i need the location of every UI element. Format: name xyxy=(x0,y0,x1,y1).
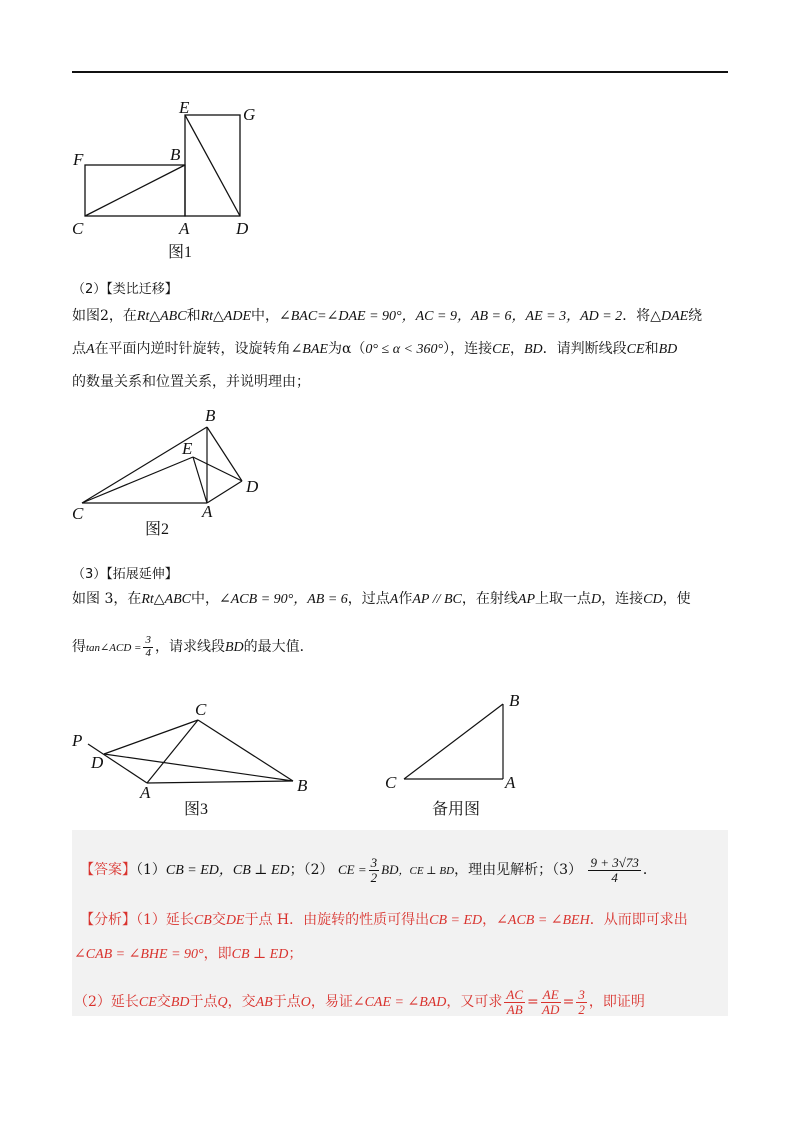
analysis-l3-e-text: 于点 xyxy=(272,994,301,1011)
analysis-l3-f1d-text: AB xyxy=(506,1001,523,1017)
answer-line xyxy=(80,856,657,884)
analysis-l3-Q-text: Q xyxy=(217,995,228,1011)
part3-line1-g-text: ，使 xyxy=(662,591,691,607)
segment-cb xyxy=(404,704,503,779)
part3-line1-d-text: ，在射线 xyxy=(461,591,518,607)
part3-line1-rt-text: Rt△ABC xyxy=(141,592,192,607)
part2-line2-b-text: 在平面内逆时针旋转，设旋转角 xyxy=(94,341,291,357)
figure-2 xyxy=(60,400,280,540)
analysis-line3: （2）延长CE交BD于点Q，交AB于点O，易证∠CAE = ∠BAD，又可求 $\frac{AC}{AB}$ = $\frac{AE}{AD}$ = $\frac{3}{2}$ ，即证明 xyxy=(74,987,645,1017)
part2-line1-ac-text: ，AC = 9 xyxy=(401,309,457,324)
part2-line2-d-text: ），连接 xyxy=(443,341,493,357)
answer-tag: 【答案】 xyxy=(80,862,136,879)
fig3-label-c: C xyxy=(195,700,207,719)
answer-p2-perp-text: ，CE ⊥ BD xyxy=(398,865,455,878)
analysis-l2-eq-text: ∠CAB = ∠BHE = 90° xyxy=(74,947,204,962)
segment-ad xyxy=(207,481,242,503)
part2-line2-comma-text: ， xyxy=(510,341,524,357)
answer-p2-num-text: 3 xyxy=(370,855,378,870)
analysis-l3-f-text: ，易证 xyxy=(310,994,353,1011)
segment-cb xyxy=(198,720,293,781)
part2-line2-A-text: A xyxy=(86,342,95,357)
header-rule xyxy=(72,71,728,73)
part2-line1-and-text: 和 xyxy=(186,308,201,324)
analysis-l2-b-text: ； xyxy=(288,946,303,962)
part2-line1 xyxy=(72,309,702,324)
part3-line1-c-text: 作 xyxy=(398,591,413,607)
part2-line1-ab-text: ，AB = 6 xyxy=(456,309,512,324)
analysis-l1-c-text: 于点 H．由旋转的性质可得出 xyxy=(244,912,430,928)
part3-line1-zhong-text: 中， xyxy=(191,591,220,607)
fig3-label-d: D xyxy=(91,753,104,772)
part3-line1-cd-text: CD xyxy=(643,592,663,607)
analysis-l3-eq-text: ∠CAE = ∠BAD xyxy=(352,995,447,1011)
part3-line1-par-text: AP // BC xyxy=(412,592,462,607)
part2-line2-c-text: 为α（ xyxy=(327,341,366,357)
part2-line2-a-text: 点 xyxy=(72,341,86,357)
part2-line1-ad-text: ，AD = 2 xyxy=(566,309,623,324)
spare-label-a: A xyxy=(505,773,516,792)
answer-p1-math-text: CB = ED，CB ⊥ ED xyxy=(165,863,290,879)
answer-p3-end-text: ． xyxy=(642,862,657,879)
part2-line1-zhong-text: 中， xyxy=(251,308,279,324)
fig2-label-e: E xyxy=(182,439,193,458)
fraction xyxy=(143,635,153,659)
spare-label-b: B xyxy=(509,691,520,710)
part3-line1-a-text: 如图 3，在 xyxy=(72,591,142,607)
part2-line1-tri-text: △DAE xyxy=(650,309,689,324)
fraction xyxy=(576,988,587,1016)
analysis-l3-f2n-text: AE xyxy=(542,987,559,1002)
analysis-l1-d-text: ， xyxy=(482,912,497,928)
part2-line1-rt1-text: Rt△ABC xyxy=(136,309,187,324)
analysis-l3-f3n-text: 3 xyxy=(578,987,585,1002)
part3-line2-b-text: ，请求线段 xyxy=(154,639,225,656)
analysis-line2 xyxy=(74,947,302,962)
part2-line2-ce-text: CE xyxy=(492,342,510,357)
part2-line2-range-text: 0° ≤ α < 360° xyxy=(365,342,444,357)
part2-line1-end-text: ．将 xyxy=(622,308,651,324)
part2-heading: （2）【类比迁移】 xyxy=(72,282,178,297)
part2-line2-angle-text: ∠BAE xyxy=(290,342,328,357)
fig3-label-b: B xyxy=(297,776,308,795)
analysis-l3-ab-text: AB xyxy=(255,995,273,1011)
answer-p1-end-text: ；（2） xyxy=(289,862,334,879)
fig2-caption: 图2 xyxy=(145,521,170,538)
fig3-label-a: A xyxy=(140,783,151,802)
segment-ea xyxy=(193,457,207,503)
figure-spare xyxy=(380,690,540,825)
part3-line2-tan-text: tan∠ACD = xyxy=(86,642,142,655)
part2-line1-rao-text: 绕 xyxy=(688,308,703,324)
analysis-l3-h-text: ，即证明 xyxy=(588,994,645,1011)
figure-1 xyxy=(60,95,280,265)
part3-line1-b-text: ，过点 xyxy=(347,591,390,607)
fig1-label-f: F xyxy=(73,150,84,169)
fraction xyxy=(588,856,640,884)
answer-p2-end-text: ，理由见解析；（3） xyxy=(454,862,582,879)
part3-line1-f-text: ，连接 xyxy=(601,591,644,607)
analysis-l3-f2d-text: AD xyxy=(542,1001,560,1017)
part3-line1-ap-text: AP xyxy=(517,592,535,607)
segment-ce xyxy=(82,457,193,503)
part2-line1-angles-text: ∠BAC=∠DAE = 90° xyxy=(279,309,402,324)
fig2-label-d: D xyxy=(246,477,259,496)
answer-p3-num-text: 9 + 3√73 xyxy=(590,855,639,870)
segment-ed xyxy=(185,115,240,216)
part3-line1-A-text: A xyxy=(389,592,399,607)
part2-line2-bd-text: BD xyxy=(524,342,543,357)
analysis-l3-f1n-text: AC xyxy=(506,987,524,1002)
figure-3 xyxy=(62,695,322,825)
segment-cb xyxy=(85,165,185,216)
part3-line1 xyxy=(72,592,691,607)
part2-line2-he-text: 和 xyxy=(644,341,659,357)
fig3-label-p: P xyxy=(72,731,83,750)
fig2-label-b: B xyxy=(205,406,216,425)
analysis-l1-e-text: ．从而即可求出 xyxy=(589,912,688,928)
fig1-label-b: B xyxy=(170,145,181,164)
answer-p1-text: （1） xyxy=(136,862,166,879)
answer-p2-rhs-text: BD xyxy=(381,862,399,878)
fig1-caption: 图1 xyxy=(168,244,193,261)
analysis-l3-a-text: （2）延长 xyxy=(74,994,139,1011)
part2-line3: 的数量关系和位置关系，并说明理由； xyxy=(72,374,310,390)
part3-line2-c-text: 的最大值． xyxy=(243,639,314,656)
analysis-l2-a-text: ，即 xyxy=(203,946,232,962)
part3-line2-bd-text: BD xyxy=(224,640,244,656)
part2-line2-bd2-text: BD xyxy=(658,342,678,357)
part2-line1-ae-text: ，AE = 3 xyxy=(511,309,567,324)
fraction xyxy=(504,988,525,1016)
analysis-l3-b-text: 交 xyxy=(156,994,171,1011)
part3-line2 xyxy=(72,635,314,659)
analysis-l1-de-text: DE xyxy=(225,913,245,928)
analysis-l3-ce-text: CE xyxy=(138,995,157,1011)
analysis-l1-eq2-text: ∠ACB = ∠BEH xyxy=(496,913,590,928)
part2-line2 xyxy=(72,342,677,357)
part3-line2-num-text: 3 xyxy=(145,634,151,646)
segment-db xyxy=(104,754,293,781)
analysis-l3-f3d-text: 2 xyxy=(578,1001,585,1017)
fig1-label-c: C xyxy=(72,219,84,238)
part2-line2-ce2-text: CE xyxy=(626,342,645,357)
part3-heading: （3）【拓展延伸】 xyxy=(72,567,178,582)
part3-line2-den-text: 4 xyxy=(145,646,151,659)
fraction xyxy=(369,856,380,884)
analysis-tag: 【分析】 xyxy=(80,912,136,928)
fig1-label-d: D xyxy=(236,219,249,238)
answer-p2-den-text: 2 xyxy=(370,869,378,885)
analysis-l3-d-text: ，交 xyxy=(227,994,256,1011)
fig2-label-c: C xyxy=(72,504,84,523)
analysis-l3-bd-text: BD xyxy=(170,995,190,1011)
analysis-l1-eq1-text: CB = ED xyxy=(429,913,483,928)
analysis-l1-cb-text: CB xyxy=(193,913,212,928)
answer-p3-den-text: 4 xyxy=(611,869,618,885)
fig3-caption: 图3 xyxy=(184,801,209,818)
analysis-l2-perp-text: CB ⊥ ED xyxy=(231,947,289,962)
fig1-label-g: G xyxy=(243,105,256,124)
analysis-l3-c-text: 于点 xyxy=(189,994,218,1011)
part3-line1-e-text: 上取一点 xyxy=(535,591,591,607)
segment-ab xyxy=(147,781,293,783)
part3-line2-a-text: 得 xyxy=(72,639,86,656)
part2-line2-e-text: ．请判断线段 xyxy=(542,341,627,357)
part2-line1-rt2-text: Rt△ADE xyxy=(200,309,251,324)
analysis-l3-g-text: ，又可求 xyxy=(446,994,503,1011)
part3-line1-ab-text: ，AB = 6 xyxy=(293,592,348,607)
part3-line1-D-text: D xyxy=(591,592,602,607)
fig1-label-e: E xyxy=(179,98,190,117)
analysis-l3-O-text: O xyxy=(300,995,311,1011)
part2-line1-a-text: 如图2，在 xyxy=(72,308,137,324)
spare-caption: 备用图 xyxy=(432,801,481,818)
fraction xyxy=(541,988,561,1016)
fig2-label-a: A xyxy=(202,502,213,521)
fig1-label-a: A xyxy=(179,219,190,238)
analysis-l1-a-text: （1）延长 xyxy=(136,912,194,928)
answer-p2-lhs-text: CE = xyxy=(338,862,367,878)
analysis-line1 xyxy=(80,913,688,928)
analysis-l1-b-text: 交 xyxy=(211,912,226,928)
spare-label-c: C xyxy=(385,773,397,792)
part3-line1-angle-text: ∠ACB = 90° xyxy=(219,592,294,607)
